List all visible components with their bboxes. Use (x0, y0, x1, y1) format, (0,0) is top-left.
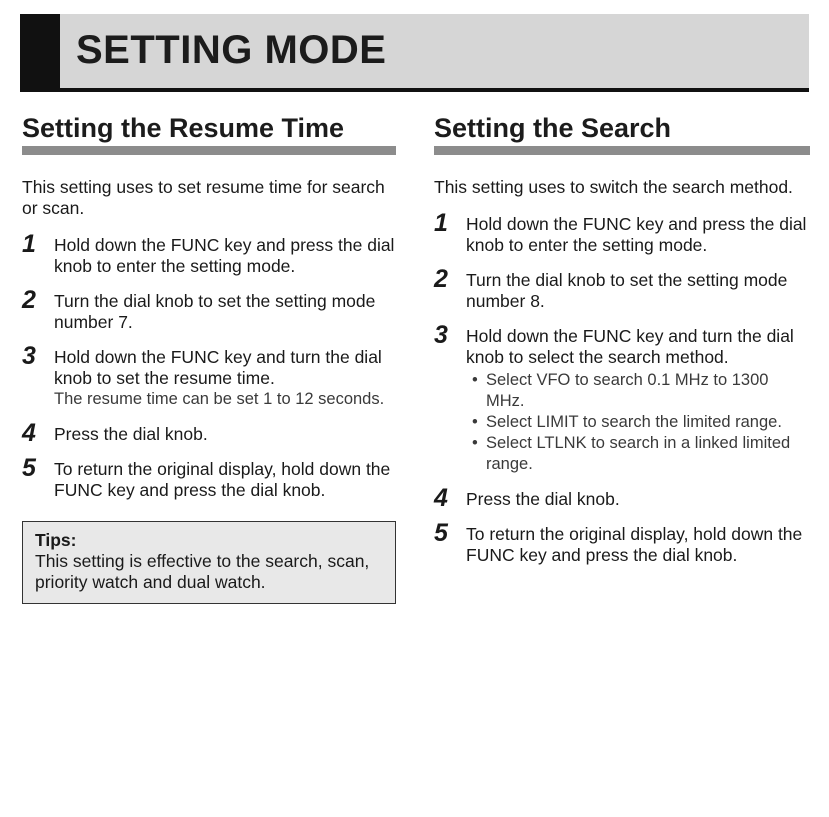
step-number: 3 (434, 321, 448, 349)
step-text: Hold down the FUNC key and press the dial knob to enter the setting mode. (54, 235, 395, 276)
bullet-item: • Select LIMIT to search the limited range. (466, 412, 810, 433)
step-text: Hold down the FUNC key and turn the dial knob to select the search method. (466, 326, 794, 367)
page-title: SETTING MODE (76, 28, 387, 72)
resume-time-section (22, 112, 396, 604)
step-text: Hold down the FUNC key and turn the dial knob to set the resume time. (54, 347, 382, 388)
step-item (434, 321, 810, 475)
step-item (22, 286, 396, 333)
step-item (22, 230, 396, 277)
step-text: Turn the dial knob to set the setting mode number 8. (466, 270, 788, 311)
step-number: 2 (434, 265, 448, 293)
step-number: 4 (434, 484, 448, 512)
step-item (22, 419, 396, 447)
section-intro: This setting uses to switch the search method. (434, 177, 793, 197)
bullet-list (466, 370, 810, 475)
step-number: 3 (22, 342, 36, 370)
step-number: 5 (434, 519, 448, 547)
step-text: Press the dial knob. (466, 489, 620, 509)
step-number: 5 (22, 454, 36, 482)
step-number: 2 (22, 286, 36, 314)
step-item (22, 342, 396, 410)
step-item (434, 484, 810, 512)
section-heading: Setting the Resume Time (22, 112, 396, 155)
section-heading: Setting the Search (434, 112, 810, 155)
step-number: 1 (434, 209, 448, 237)
step-item (22, 454, 396, 501)
tips-text: This setting is effective to the search, scan, priority watch and dual watch. (35, 551, 370, 592)
bullet-item: • Select VFO to search 0.1 MHz to 1300 MHz. (466, 370, 810, 412)
header-tab-marker (20, 14, 60, 92)
page-header-banner (20, 14, 809, 92)
step-text: Hold down the FUNC key and press the dial knob to enter the setting mode. (466, 214, 807, 255)
step-text: Press the dial knob. (54, 424, 208, 444)
step-note: The resume time can be set 1 to 12 seconds. (54, 390, 385, 408)
step-item (434, 209, 810, 256)
bullet-item: • Select LTLNK to search in a linked limited range. (466, 433, 810, 475)
step-text: Turn the dial knob to set the setting mode number 7. (54, 291, 376, 332)
step-text: To return the original display, hold down the FUNC key and press the dial knob. (466, 524, 803, 565)
step-item (434, 519, 810, 566)
tips-title: Tips: (35, 530, 77, 550)
section-intro: This setting uses to set resume time for search or scan. (22, 177, 385, 218)
step-text: To return the original display, hold down the FUNC key and press the dial knob. (54, 459, 391, 500)
search-section (434, 112, 810, 580)
tips-box (22, 521, 396, 604)
step-number: 4 (22, 419, 36, 447)
step-item (434, 265, 810, 312)
step-number: 1 (22, 230, 36, 258)
